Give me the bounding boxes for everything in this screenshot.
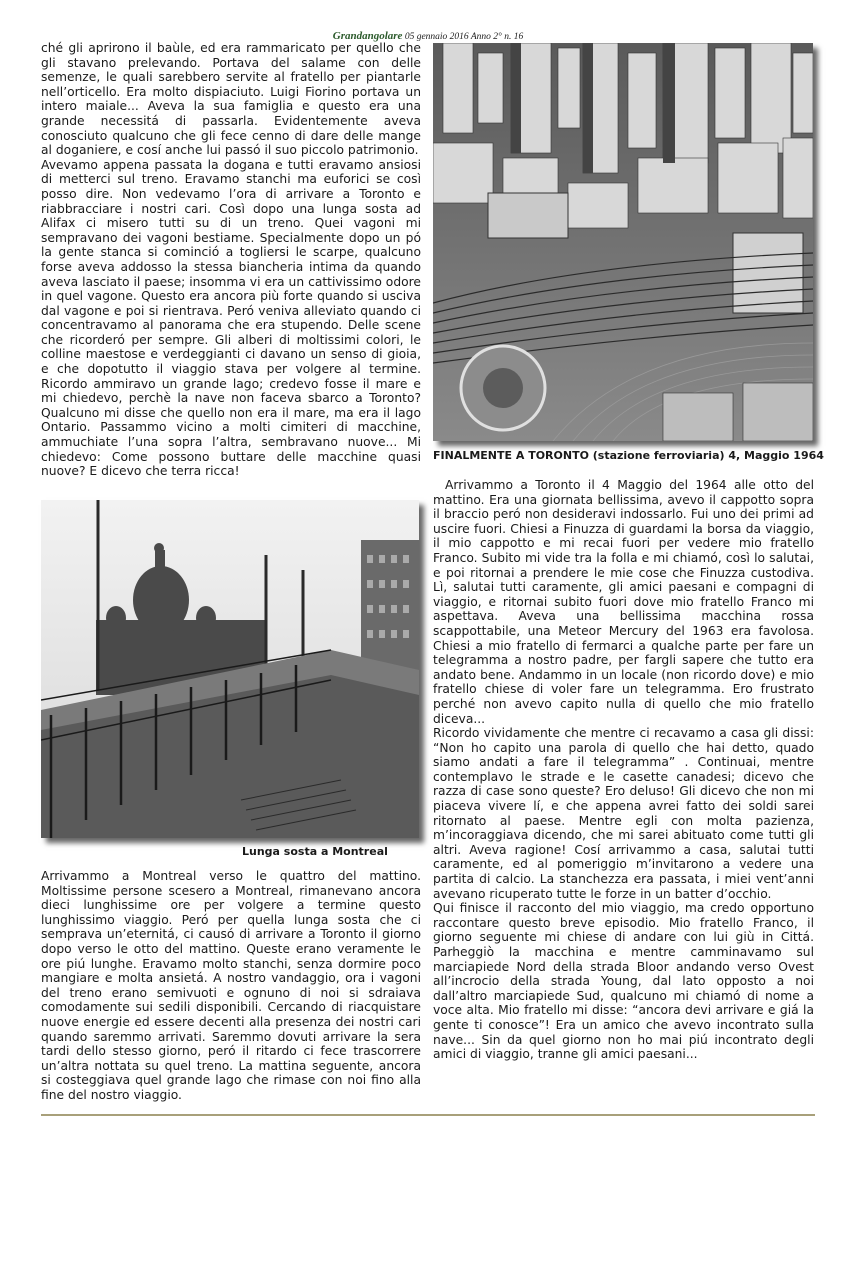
paragraph: Arrivammo a Toronto il 4 Maggio del 1964 alle otto del mattino. Era una giornata bellissima, avevo il cappotto sopra il braccio peró non desideravi indossarlo. Fui uno dei primi ad uscire fuori. Chiesi a Finuzza di guardami la borsa da viaggio, il mio cappotto e mi recai fuori per vedere mio fratello Franco. Subito mi vide tra la folla e mi chiamó, così lo salutai, e poi ritornai a prendere le mie cose che Finuzza custodiva. Lì, salutai tutti caramente, gli amici paesani e compagni di viaggio, e ritornai subito fuori dove mio fratello Franco mi aspettava. Aveva una bellissima macchina rossa scappottabile, una Meteor Mercury del 1963 era favolosa. Chiesi a mio fratello di fermarci a qualche parte per fare un telegramma a nostro padre, per fargli sapere che tutto era andato bene. Andammo in un locale (non ricordo dove) e mio fratello chiese di voler fare un telegramma. Ero frustrato perché non avevo capito nulla di quello che mio fratello diceva... bbox=[433, 478, 814, 726]
article-left-top bbox=[41, 41, 421, 479]
caption-montreal: Lunga sosta a Montreal bbox=[242, 845, 388, 858]
article-left-bottom bbox=[41, 869, 421, 1103]
paragraph: Avevamo appena passata la dogana e tutti eravamo ansiosi di metterci sul treno. Eravamo stanchi ma euforici se così posso dire. Non vedevamo l’ora di arrivare a Toronto e riabbracciare i nostri cari. Così dopo una lunga sosta ad Alifax ci misero tutti su di un treno. Quei vagoni mi sempravano dei vagoni bestiame. Specialmente dopo un pó la gente stanca si cominció a togliersi le scarpe, qualcuno forse aveva addosso la stessa biancheria intima da quando aveva lasciato il paese; insomma vi era un cattivissimo odore in quel vagone. Questo era ancora più forte quando si usciva dal vagone e poi si rientrava. Peró veniva alleviato quando ci concentravamo al panorama che era stupendo. Delle scene che ricorderó per sempre. Gli alberi di moltissimi colori, le colline maestose e verdeggianti ci davano un senso di gioia, e che dopotutto il viaggio stava per volgere al termine. Ricordo ammiravo un grande lago; credevo fosse il mare e mi chiedevo, perchè la nave non faceva sbarco a Toronto? Qualcuno mi disse che quello non era il mare, ma era il lago Ontario. Passammo vicino a molti cimiteri di macchine, ammuchiate l’una sopra l’altra, sembravano nuove... Mi chiedevo: Come possono buttare delle macchine quasi nuove? E dicevo che terra ricca! bbox=[41, 157, 421, 479]
footer-divider bbox=[41, 1114, 815, 1116]
photo-montreal bbox=[41, 500, 419, 838]
paragraph: Ricordo vividamente che mentre ci recavamo a casa gli dissi: “Non ho capito una parola di quello che hai detto, quado siamo andati a fare il telegramma” . Continuai, mentre contemplavo le strade e le casette canadesi; dicevo che razza di case sono queste? Ero deluso! Gli dicevo che non mi piaceva vivere lí, e che appena avrei fatto dei soldi sarei ritornato al paese. Mentre egli con molta pazienza, m’incoraggiava dicendo, che mi sarei abituato come tutti gli altri. Aveva ragione! Cosí arrivammo a casa, salutai tutti caramente, ed al pomeriggio m’invitarono a vedere una partita di calcio. La stanchezza era passata, i miei vent’anni avevano ricuperato tutte le forze in un batter d’occhio. bbox=[433, 726, 814, 901]
paragraph: Arrivammo a Montreal verso le quattro del mattino. Moltissime persone scesero a Montreal, rimanevano ancora dieci lunghissime ore per volgere a termine questo lunghissimo viaggio. Peró per quella lunga sosta che ci semprava un’eternitá, ci causó di arrivare a Toronto il giorno dopo verso le otto del mattino. Queste erano veramente le ore piú lunghe. Eravamo molto stanchi, senza dormire poco mangiare e molta ansietá. A nostro vandaggio, ora i vagoni del treno erano semivuoti e ognuno di noi si sdraiava comodamente sui sedili disponibili. Cercando di riacquistare nuove energie ed essere decenti alla presenza dei nostri cari quando saremmo arrivati. Saremmo dovuti arrivare la sera tardi dello stesso giorno, peró il ritardo ci fece trascorrere un’altra nottata su quel treno. La mattina seguente, ancora si costeggiava quel grande lago che rimase con noi fino alla fine del nostro viaggio. bbox=[41, 869, 421, 1102]
magazine-title: Grandangolare bbox=[332, 30, 403, 42]
photo-toronto-station bbox=[433, 43, 813, 441]
paragraph: Qui finisce il racconto del mio viaggio, ma credo opportuno raccontare questo breve episodio. Mio fratello Franco, il giorno seguente mi chiese di andare con lui giù in Cittá. Parheggiò la macchina e mentre camminavamo sul marciapiede Nord della strada Bloor andando verso Ovest all’incrocio della strada Young, dal lato opposto a noi dall’altro marciapiede Sud, qualcuno mi chiamó di nome a voce alta. Mio fratello mi disse: “ancora devi arrivare e giá la gente ti conosce”! Era un amico che avevo incontrato sulla nave... Sin da quel giorno non ho mai piú incontrato degli amici di viaggio, tranne gli amici paesani... bbox=[433, 901, 814, 1062]
issue-info: 05 gennaio 2016 Anno 2° n. 16 bbox=[404, 32, 524, 42]
caption-toronto: FINALMENTE A TORONTO (stazione ferroviaria) 4, Maggio 1964 bbox=[433, 449, 824, 462]
article-right bbox=[433, 478, 814, 1062]
paragraph: ché gli aprirono il baùle, ed era rammaricato per quello che gli stavano prelevando. Portava del salame con delle semenze, le quali sarebbero servite al fratello per piantarle nell’orticello. Era molto dispiaciuto. Luigi Fiorino portava un intero maiale... Aveva la sua famiglia e questo era una grande necessitá di passarla. Evidentemente aveva conosciuto qualcuno che gli fece cenno di dare delle mange al doganiere, e cosí anche lui passó il suo piccolo patrimonio. bbox=[41, 41, 421, 158]
